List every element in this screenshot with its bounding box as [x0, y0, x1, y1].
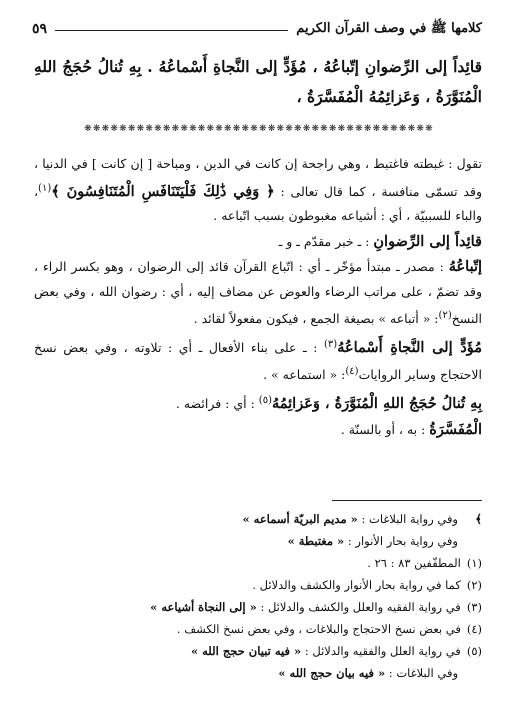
p1-text-b: ، والباء للسببيّة ، أي : أشياعه مغبوطون بسبب اتّباعه . [34, 183, 482, 224]
footnote-3 [34, 596, 482, 618]
footnote-rule [332, 500, 482, 501]
cont2-text: وفي رواية بحار الأنوار : [347, 534, 458, 548]
p3-head: إتّباعُهُ [448, 258, 483, 276]
p4-head: مُؤَدٍّ إلى النَّجاةِ أَسْماعُهُ [337, 338, 482, 356]
fn5b-bold: « فيه بيان حجج الله » [278, 666, 386, 680]
continuation-mark: ﴾ [475, 512, 482, 526]
p2-head: قائِداً إلى الرِّضوانِ [373, 232, 482, 250]
cont1-text: وفي رواية البلاغات : [361, 512, 458, 526]
fn5b-text: وفي البلاغات : [388, 666, 458, 680]
paragraph-6 [34, 418, 482, 443]
footnote-ref-3: (٣) [324, 338, 338, 350]
quran-quote: ﴿ وَفِي ذَٰلِكَ فَلْيَتَنَافَسِ الْمُتَنَافِسُونَ ﴾ [51, 182, 275, 200]
cont2-bold: « مغتبطة » [287, 534, 345, 548]
footnote-ref-1: (١) [38, 182, 52, 194]
footnote-continuation-2 [34, 530, 482, 552]
fn4-text: في بعض نسخ الاحتجاج والبلاغات ، وفي بعض نسخ الكشف . [176, 622, 461, 636]
fn5-number: (٥) [466, 644, 482, 658]
fn1-number: (١) [466, 556, 482, 570]
footnote-ref-5: (٥) [258, 395, 272, 407]
p6-head: الْمُفَسَّرَةُ [429, 420, 482, 438]
p3-text-b: : « أتباعه » بصيغة الجمع ، فيكون مفعولاً لقائد . [193, 311, 439, 327]
fn2-number: (٢) [466, 578, 482, 592]
p2-text: : ـ خبر مقدّم ـ و ـ [278, 233, 370, 249]
header-title: كلامها ﷺ في وصف القرآن الكريم [296, 20, 482, 36]
fn2-text: كما في رواية بحار الأنوار والكشف والدلائل . [252, 578, 461, 592]
fn5-bold: « فيه تبيان حجج الله » [190, 644, 302, 658]
commentary-body [34, 152, 482, 443]
footnote-2 [34, 574, 482, 596]
p4-text-a: : ـ على بناء الأفعال ـ أي : تلاوته ، وفي بعض نسخ الاحتجاج وساير الروايات [34, 339, 482, 383]
footnote-ref-2: (٢) [438, 310, 452, 322]
footnote-ref-4: (٤) [345, 366, 359, 378]
cont1-bold: « مديم البريّة أسماعه » [242, 512, 358, 526]
fn3-number: (٣) [466, 600, 482, 614]
paragraph-2 [34, 230, 482, 255]
p6-text: : به ، أو بالسنّة . [340, 421, 426, 437]
paragraph-4 [34, 333, 482, 388]
footnote-5 [34, 640, 482, 662]
p1-text-a: تقول : غبطته فاغتبط ، وهي راجحة إن كانت في الدين ، ومباحة [ إن كانت ] في الدنيا ، وقد تسمّى منافسة ، كما قال تعالى : [34, 156, 482, 199]
p3-text-a: : مصدر ـ مبتدأ مؤخّر ـ أي : اتّباع القرآن قائد إلى الرضوان ، وهو بكسر الراء ، وقد تضمّ ، على مراتب الرضاء والعوض عن مضاف إليه ، أي : رضوان الله ، وفي بعض النسخ [34, 259, 482, 327]
fn3-text: في رواية الفقيه والعلل والكشف والدلائل : [260, 600, 461, 614]
fn3-bold: « إلى النجاة أشياعه » [150, 600, 257, 614]
footnote-1 [34, 552, 482, 574]
fn1-text: المطفّفين ٨٣ : ٢٦ . [367, 556, 461, 570]
p5-head: بِهِ تُنالُ حُجَجُ اللهِ الْمُنَوَّرَةُ ، وَعَزائِمُهُ [271, 395, 482, 413]
star-separator: ❋❋❋❋❋❋❋❋❋❋❋❋❋❋❋❋❋❋❋❋❋❋❋❋❋❋❋❋❋❋❋❋❋❋❋❋❋❋❋❋ [84, 124, 434, 134]
header-rule [55, 30, 288, 31]
fn4-number: (٤) [466, 622, 482, 636]
footnote-continuation-1 [34, 508, 482, 530]
footnote-4 [34, 618, 482, 640]
sermon-excerpt: قائِداً إلى الرِّضوانِ إتّباعُهُ ، مُؤَدٍّ إلى النَّجاةِ أَسْماعُهُ . بِهِ تُنالُ حُجَجُ اللهِ الْمُنَوَّرَةُ ، وَعَزائِمُهُ الْمُفَسَّرَةُ ، [34, 57, 482, 106]
p5-text: : أي : فرائضه . [175, 396, 255, 412]
paragraph-1 [34, 152, 482, 229]
footnotes [34, 508, 482, 684]
paragraph-5 [34, 389, 482, 417]
footnote-5-continuation [34, 662, 482, 684]
page-number: ٥٩ [32, 21, 48, 37]
running-header [32, 18, 482, 40]
paragraph-3 [34, 255, 482, 332]
p4-text-b: : « استماعه » . [263, 367, 346, 383]
fn5-text: في رواية العلل والفقيه والدلائل : [304, 644, 461, 658]
